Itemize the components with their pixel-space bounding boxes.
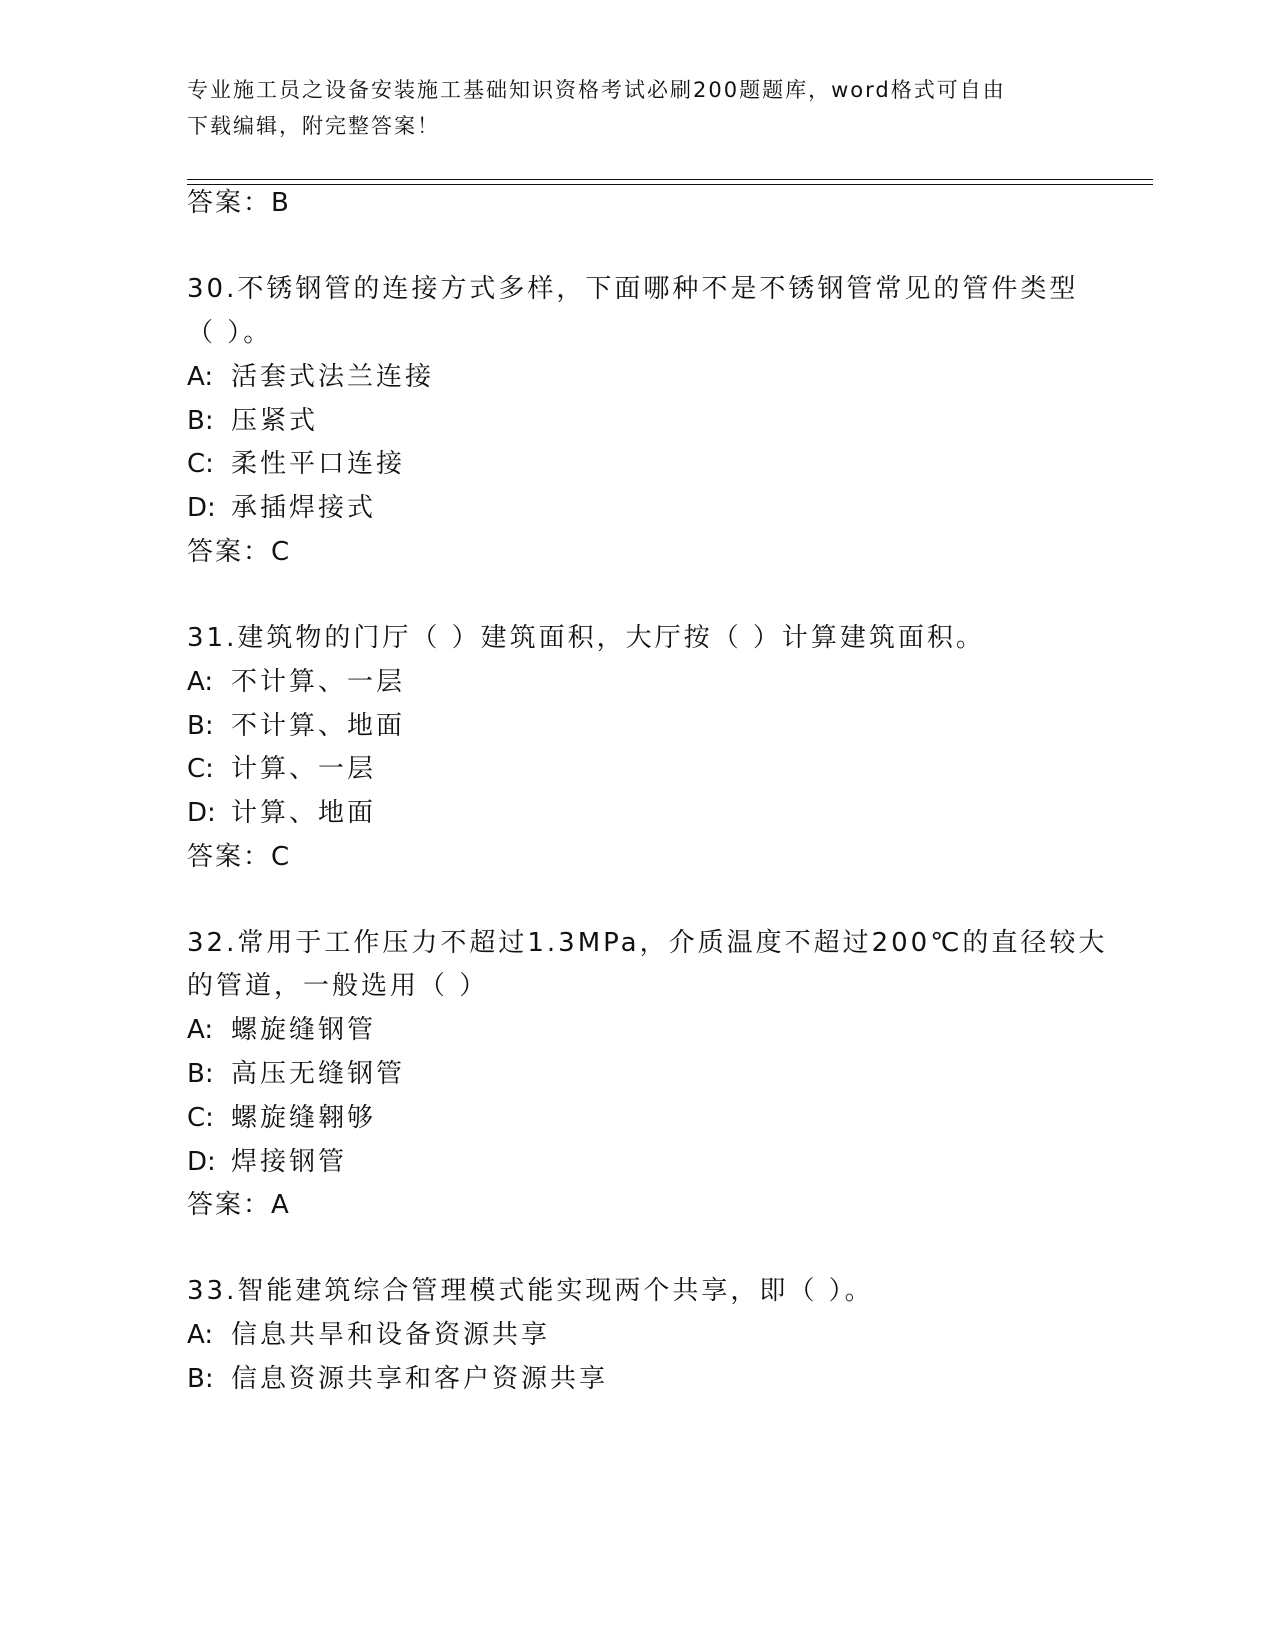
- header-line-2: 下载编辑，附完整答案！: [187, 114, 440, 138]
- question-33-option-b: [187, 1361, 608, 1397]
- option-letter: A:: [187, 1320, 214, 1350]
- option-text: 压紧式: [231, 406, 319, 436]
- question-33-stem-line-1: 33.智能建筑综合管理模式能实现两个共享，即（ ）。: [187, 1276, 874, 1306]
- option-letter: A:: [187, 1015, 214, 1045]
- question-30-option-b: [187, 403, 318, 439]
- option-letter: D:: [187, 1147, 216, 1177]
- header-line-1: 专业施工员之设备安装施工基础知识资格考试必刷200题题库，word格式可自由: [187, 78, 1006, 102]
- question-31-stem-line-1: 31.建筑物的门厅（ ）建筑面积，大厅按（ ）计算建筑面积。: [187, 623, 985, 653]
- option-letter: B:: [187, 1364, 214, 1394]
- question-31-option-b: [187, 708, 405, 744]
- question-30-option-a: [187, 359, 434, 395]
- option-letter: B:: [187, 1059, 214, 1089]
- header-divider-top: [187, 179, 1153, 180]
- answer-label: 答案：: [187, 537, 272, 567]
- option-letter: A:: [187, 362, 214, 392]
- question-30-stem-line-1: 30.不锈钢管的连接方式多样，下面哪种不是不锈钢管常见的管件类型: [187, 274, 1079, 304]
- question-30-stem-line-2: （ ）。: [187, 318, 273, 348]
- option-letter: C:: [187, 449, 214, 479]
- question-31-answer: [187, 839, 291, 875]
- answer-label: 答案：: [187, 188, 272, 218]
- option-text: 计算、地面: [231, 798, 377, 828]
- answer-value: B: [271, 188, 291, 218]
- question-31-option-c: [187, 751, 376, 787]
- question-32-stem-line-2: 的管道，一般选用（ ）: [187, 971, 489, 1001]
- question-30-option-d: [187, 490, 376, 526]
- answer-value: C: [271, 537, 292, 567]
- question-31-option-a: [187, 664, 405, 700]
- question-32-option-b: [187, 1056, 405, 1092]
- answer-line-prev: [187, 185, 291, 221]
- question-32-stem-line-1: 32.常用于工作压力不超过1.3MPa，介质温度不超过200℃的直径较大: [187, 928, 1108, 958]
- option-letter: C:: [187, 1103, 214, 1133]
- option-text: 不计算、一层: [231, 667, 406, 697]
- question-30-option-c: [187, 446, 405, 482]
- answer-value: C: [271, 842, 292, 872]
- option-text: 信息资源共享和客户资源共享: [231, 1364, 609, 1394]
- option-text: 计算、一层: [231, 754, 377, 784]
- question-32-option-c: [187, 1100, 376, 1136]
- answer-value: A: [271, 1190, 291, 1220]
- option-letter: B:: [187, 406, 214, 436]
- option-text: 焊接钢管: [231, 1147, 348, 1177]
- question-33-option-a: [187, 1317, 550, 1353]
- answer-label: 答案：: [187, 1190, 272, 1220]
- option-text: 柔性平口连接: [231, 449, 406, 479]
- question-32-option-a: [187, 1012, 376, 1048]
- header-divider-bottom: [187, 184, 1153, 185]
- question-31-option-d: [187, 795, 376, 831]
- option-letter: C:: [187, 754, 214, 784]
- option-text: 螺旋缝钢管: [231, 1015, 377, 1045]
- document-header: [187, 72, 1067, 144]
- option-text: 活套式法兰连接: [231, 362, 435, 392]
- answer-label: 答案：: [187, 842, 272, 872]
- option-text: 螺旋缝翱够: [231, 1103, 377, 1133]
- option-letter: A:: [187, 667, 214, 697]
- option-letter: D:: [187, 798, 216, 828]
- question-32-option-d: [187, 1144, 347, 1180]
- option-text: 高压无缝钢管: [231, 1059, 406, 1089]
- option-text: 承插焊接式: [231, 493, 377, 523]
- option-text: 信息共旱和设备资源共享: [231, 1320, 551, 1350]
- question-30-answer: [187, 534, 291, 570]
- option-text: 不计算、地面: [231, 711, 406, 741]
- question-32-answer: [187, 1187, 291, 1223]
- option-letter: D:: [187, 493, 216, 523]
- option-letter: B:: [187, 711, 214, 741]
